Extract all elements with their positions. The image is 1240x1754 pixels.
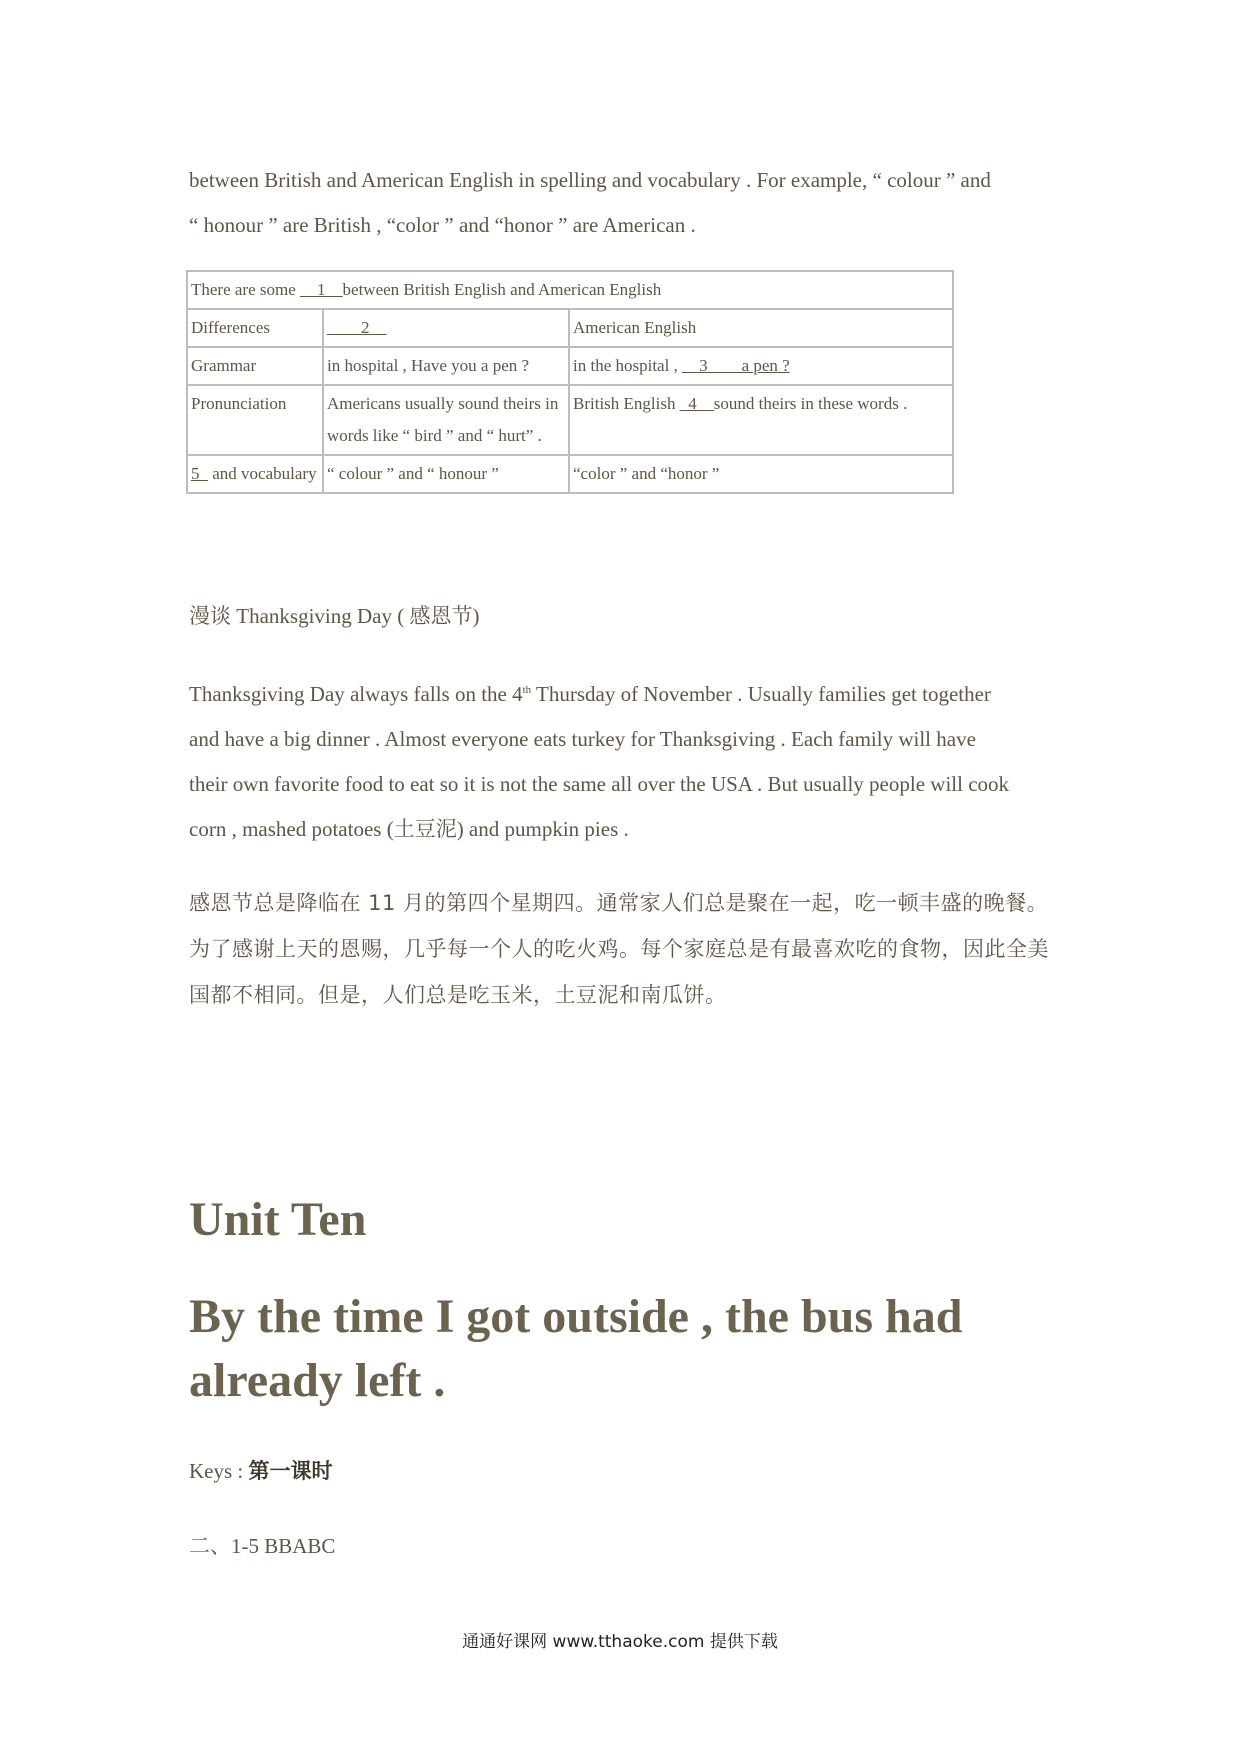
paragraph-line: Thanksgiving Day always falls on the 4th Thursday of November . Usually families get together [189, 682, 991, 706]
table-cell: British English _4__sound theirs in these words . [569, 385, 953, 455]
table-row [187, 309, 953, 347]
unit-subtitle: By the time I got outside , the bus had already left . [189, 1290, 963, 1407]
paragraph-line: 感恩节总是降临在 11 月的第四个星期四。通常家人们总是聚在一起，吃一顿丰盛的晚餐。 [189, 891, 1049, 915]
section-title: 漫谈 Thanksgiving Day ( 感恩节) [189, 604, 480, 628]
blank-3: __3____a pen ? [682, 356, 790, 375]
table-cell: Americans usually sound theirs in words like “ bird ” and “ hurt” . [323, 385, 569, 455]
table-cell: Differences [187, 309, 323, 347]
answers-line: 二、1-5 BBABC [189, 1534, 336, 1558]
paragraph-line: 为了感谢上天的恩赐，几乎每一个人的吃火鸡。每个家庭总是有最喜欢吃的食物，因此全美 [189, 937, 1049, 961]
table-cell: American English [569, 309, 953, 347]
table-cell: Pronunciation [187, 385, 323, 455]
page-footer: 通通好课网 www.tthaoke.com 提供下载 [462, 1632, 778, 1652]
paragraph-line: corn , mashed potatoes (土豆泥) and pumpkin pies . [189, 817, 629, 841]
table-cell: “color ” and “honor ” [569, 455, 953, 493]
paragraph-line: and have a big dinner . Almost everyone eats turkey for Thanksgiving . Each family will have [189, 727, 976, 751]
intro-line: between British and American English in spelling and vocabulary . For example, “ colour ” and [189, 168, 991, 192]
comparison-table [186, 270, 954, 494]
blank-2: ____2__ [327, 318, 387, 337]
keys-label: Keys : [189, 1459, 249, 1483]
table-cell [323, 309, 569, 347]
blank-1: __1__ [300, 280, 343, 299]
paragraph-line: 国都不相同。但是，人们总是吃玉米，土豆泥和南瓜饼。 [189, 983, 727, 1007]
table-cell: Grammar [187, 347, 323, 385]
table-cell: 5_ and vocabulary [187, 455, 323, 493]
keys-value: 第一课时 [248, 1459, 333, 1483]
table-row [187, 385, 953, 455]
keys-line [189, 1455, 333, 1487]
unit-title: Unit Ten [189, 1193, 367, 1246]
thanksgiving-chinese-paragraph [189, 880, 1069, 1018]
paragraph-line: their own favorite food to eat so it is not the same all over the USA . But usually people will cook [189, 772, 1010, 796]
table-header-cell: There are some __1__between British English and American English [187, 271, 953, 309]
table-cell: “ colour ” and “ honour ” [323, 455, 569, 493]
table-cell: in the hospital , __3____a pen ? [569, 347, 953, 385]
intro-paragraph [189, 158, 1069, 248]
table-row [187, 271, 953, 309]
intro-line: “ honour ” are British , “color ” and “honor ” are American . [189, 213, 696, 237]
blank-5: 5_ [191, 464, 208, 483]
blank-4: _4__ [679, 394, 714, 413]
table-row [187, 347, 953, 385]
table-cell: in hospital , Have you a pen ? [323, 347, 569, 385]
table-row [187, 455, 953, 493]
thanksgiving-english-paragraph [189, 672, 1069, 852]
